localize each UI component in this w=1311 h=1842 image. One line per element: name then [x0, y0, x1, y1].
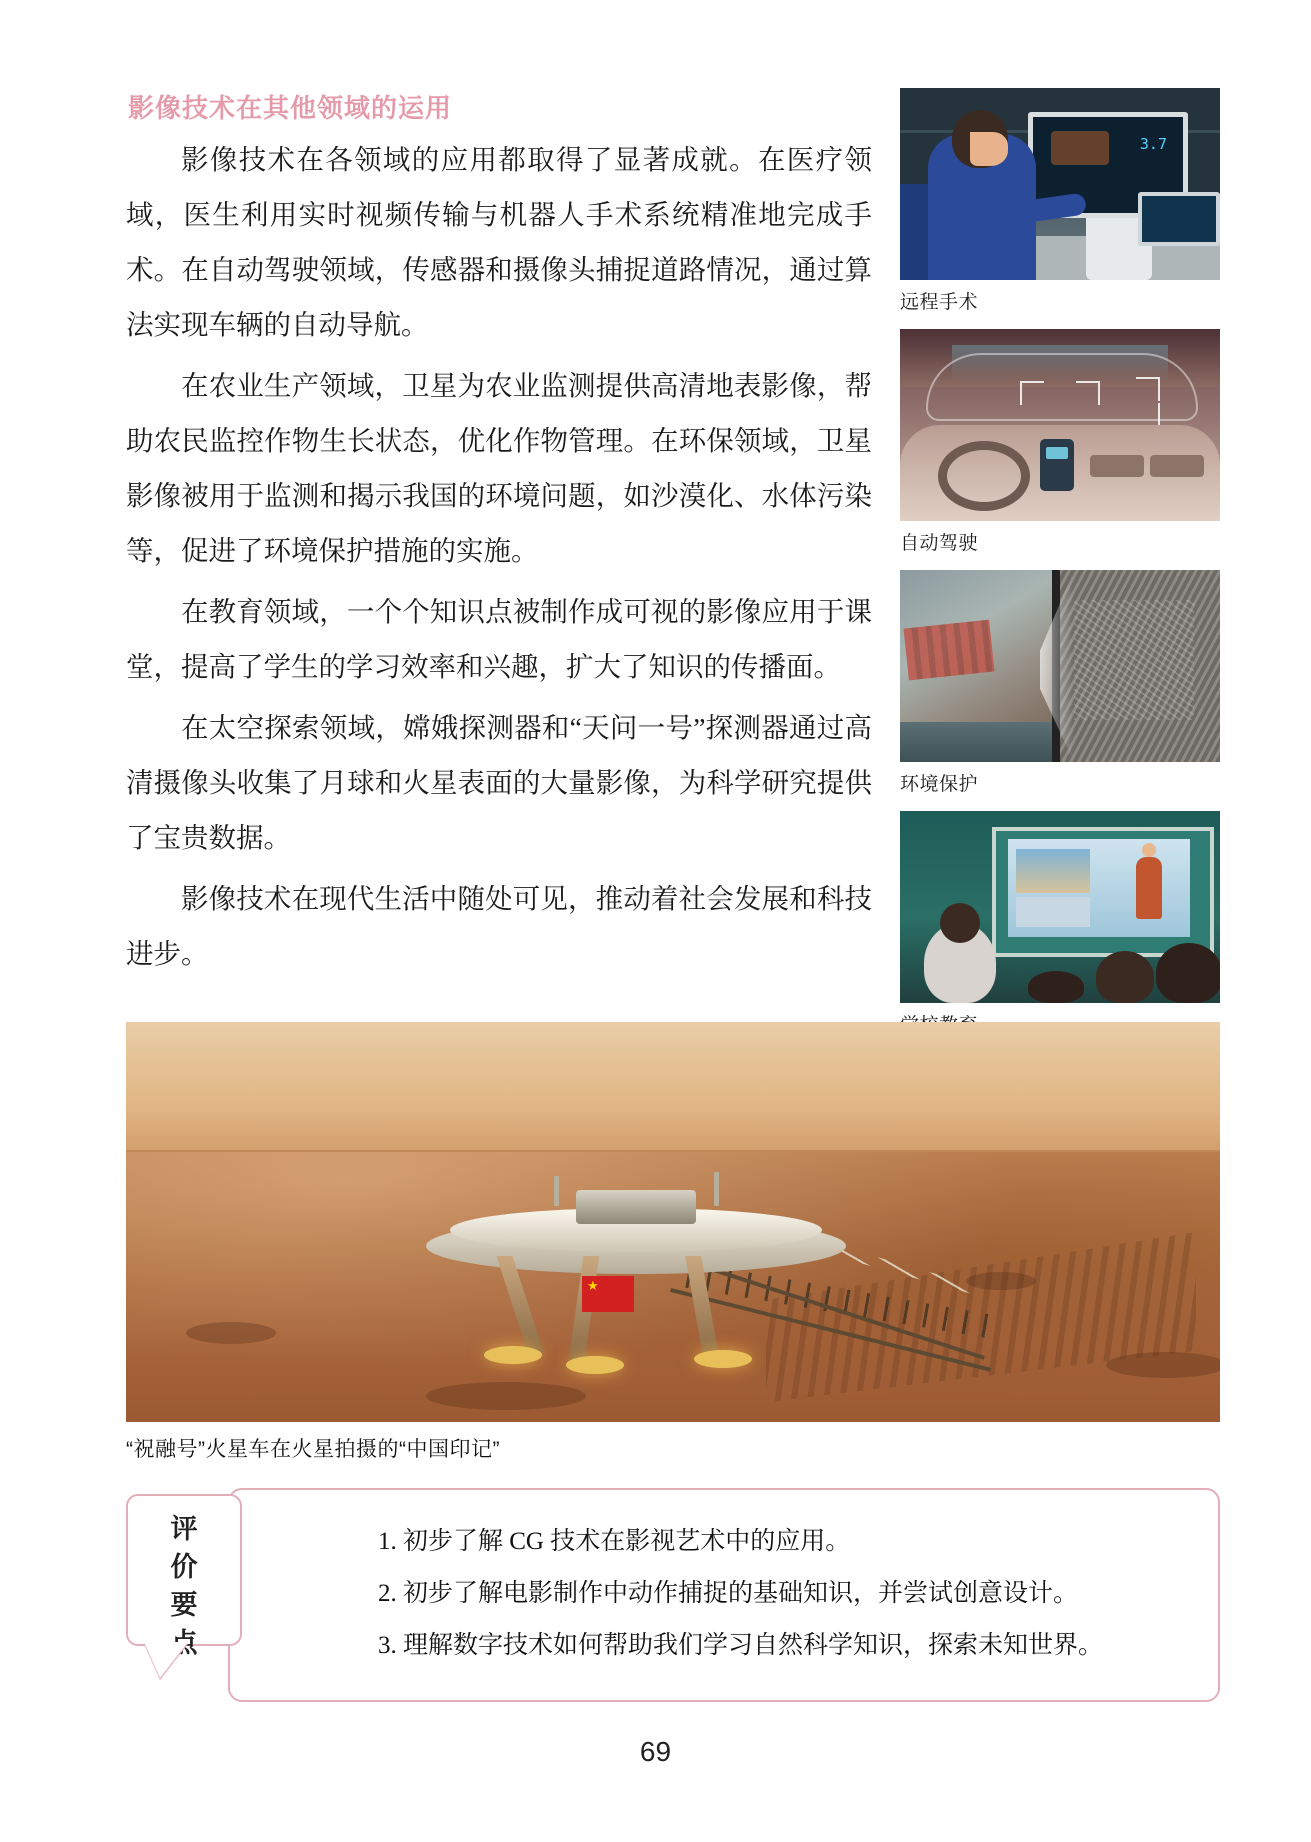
- figure-remote-surgery: [900, 88, 1220, 316]
- evaluation-section: [126, 1488, 1220, 1706]
- list-item: 2. 初步了解电影制作中动作捕捉的基础知识，并尝试创意设计。: [378, 1580, 1079, 1607]
- tab-char: 价: [170, 1552, 198, 1582]
- paragraph-3: 在教育领域，一个个知识点被制作成可视的影像应用于课堂，提高了学生的学习效率和兴趣，扩大了知识的传播面。: [126, 596, 872, 682]
- remote-surgery-image: 3.7: [900, 88, 1220, 280]
- autonomous-driving-image: [900, 329, 1220, 521]
- figure-autonomous-driving: [900, 329, 1220, 557]
- figure-mars-rover: [126, 1022, 1220, 1463]
- evaluation-list: [378, 1516, 1178, 1672]
- paragraph-1: 影像技术在各领域的应用都取得了显著成就。在医疗领域，医生利用实时视频传输与机器人手术系统精准地完成手术。在自动驾驶领域，传感器和摄像头捕捉道路情况，通过算法实现车辆的自动导航。: [126, 144, 872, 340]
- paragraph-5: 影像技术在现代生活中随处可见，推动着社会发展和科技进步。: [126, 883, 872, 969]
- side-figure-column: [900, 88, 1220, 1052]
- evaluation-box: [228, 1488, 1220, 1702]
- figure-environment-protection: [900, 570, 1220, 798]
- tab-char: 点: [170, 1628, 198, 1658]
- china-flag-icon: [582, 1276, 634, 1312]
- figure-caption: “祝融号”火星车在火星拍摄的“中国印记”: [126, 1438, 500, 1461]
- article-body: [126, 132, 872, 987]
- figure-caption: 远程手术: [900, 292, 979, 313]
- evaluation-tab: [126, 1494, 242, 1658]
- mars-lander: [426, 1190, 846, 1380]
- tab-tail: [144, 1642, 188, 1678]
- environment-satellite-image: [900, 570, 1220, 762]
- paragraph-2: 在农业生产领域，卫星为农业监测提供高清地表影像，帮助农民监控作物生长状态，优化作物管理。在环保领域，卫星影像被用于监测和揭示我国的环境问题，如沙漠化、水体污染等，促进了环境保护措施的实施。: [126, 370, 872, 566]
- tab-char: 要: [170, 1590, 198, 1620]
- list-item: 3. 理解数字技术如何帮助我们学习自然科学知识，探索未知世界。: [378, 1632, 1104, 1659]
- page-number: 69: [639, 1736, 672, 1767]
- paragraph-4: 在太空探索领域，嫦娥探测器和“天问一号”探测器通过高清摄像头收集了月球和火星表面的大量影像，为科学研究提供了宝贵数据。: [126, 712, 872, 853]
- figure-caption: 环境保护: [900, 774, 979, 795]
- mars-surface-image: [126, 1022, 1220, 1422]
- list-item: 1. 初步了解 CG 技术在影视艺术中的应用。: [378, 1528, 851, 1555]
- figure-caption: 自动驾驶: [900, 533, 979, 554]
- evaluation-tab-label: [128, 1510, 240, 1662]
- figure-school-education: [900, 811, 1220, 1039]
- page-title: 影像技术在其他领域的运用: [128, 93, 453, 123]
- school-education-image: [900, 811, 1220, 1003]
- tab-char: 评: [170, 1514, 198, 1544]
